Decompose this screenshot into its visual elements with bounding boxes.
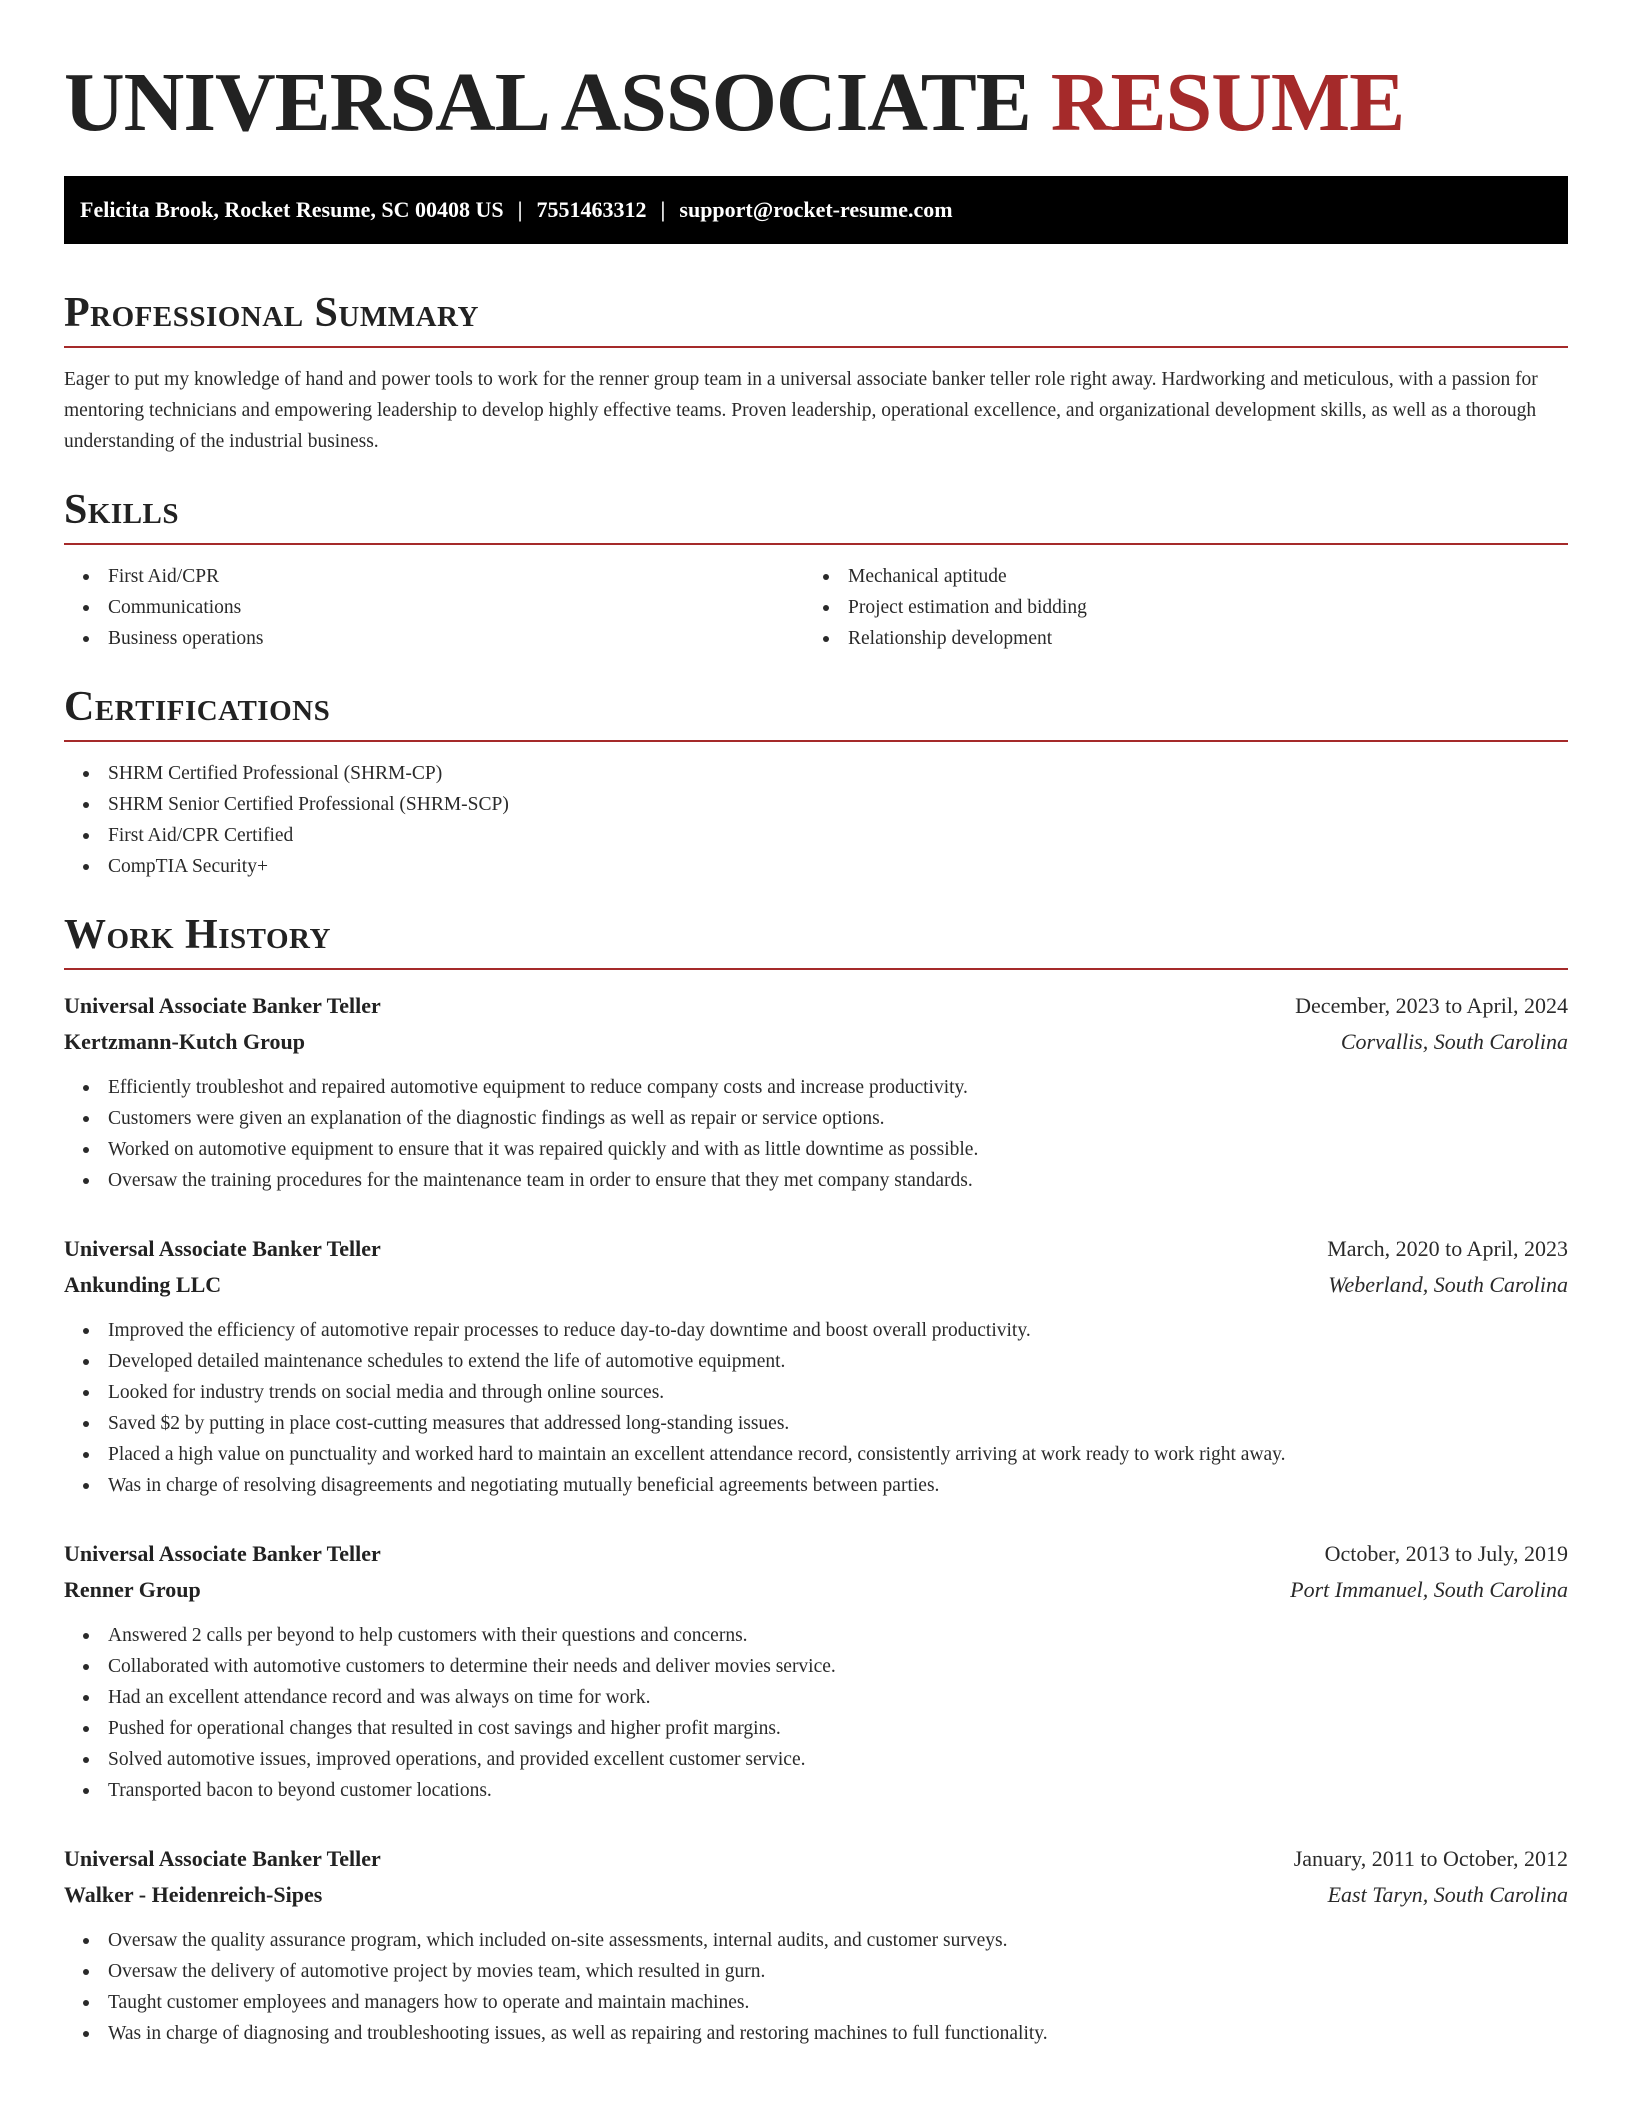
job-bullet: Oversaw the delivery of automotive project by movies team, which resulted in gurn. (64, 1956, 1568, 1987)
job-bullet: Customers were given an explanation of the diagnostic findings as well as repair or service options. (64, 1103, 1568, 1134)
job-bullet: Was in charge of diagnosing and troubleshooting issues, as well as repairing and restoring machines to full functionality. (64, 2018, 1568, 2049)
skill-item: Relationship development (804, 623, 1544, 654)
job-bullet: Collaborated with automotive customers to determine their needs and deliver movies service. (64, 1651, 1568, 1682)
job-entry (64, 1536, 1568, 1806)
job-company: Walker - Heidenreich-Sipes (64, 1882, 323, 1907)
certifications-list (64, 758, 1568, 882)
certifications-heading: Certifications (64, 682, 1568, 742)
work-history-heading: Work History (64, 910, 1568, 970)
job-bullet-list (64, 1315, 1568, 1501)
resume-page (64, 0, 1568, 2049)
job-header-row (64, 1231, 1568, 1267)
job-company-row (64, 1877, 1568, 1913)
job-bullet: Oversaw the training procedures for the maintenance team in order to ensure that they met company standards. (64, 1165, 1568, 1196)
job-bullet: Answered 2 calls per beyond to help customers with their questions and concerns. (64, 1620, 1568, 1651)
job-bullet: Taught customer employees and managers how to operate and maintain machines. (64, 1987, 1568, 2018)
job-dates: March, 2020 to April, 2023 (1327, 1236, 1568, 1261)
skills-heading: Skills (64, 485, 1568, 545)
certification-item: CompTIA Security+ (64, 851, 1568, 882)
job-dates: January, 2011 to October, 2012 (1293, 1846, 1568, 1871)
job-location: Weberland, South Carolina (1328, 1272, 1568, 1297)
job-entry (64, 988, 1568, 1196)
contact-phone: 7551463312 (536, 197, 647, 222)
skill-item: First Aid/CPR (64, 561, 804, 592)
title-accent: RESUME (1050, 56, 1405, 149)
job-header-row (64, 1841, 1568, 1877)
job-bullet-list (64, 1072, 1568, 1196)
job-bullet: Had an excellent attendance record and was always on time for work. (64, 1682, 1568, 1713)
job-title: Universal Associate Banker Teller (64, 1846, 381, 1871)
job-location: Corvallis, South Carolina (1340, 1029, 1568, 1054)
skill-item: Mechanical aptitude (804, 561, 1544, 592)
job-location: Port Immanuel, South Carolina (1290, 1577, 1568, 1602)
contact-bar (64, 176, 1568, 244)
job-company: Ankunding LLC (64, 1272, 222, 1297)
job-company-row (64, 1024, 1568, 1060)
job-dates: December, 2023 to April, 2024 (1295, 993, 1568, 1018)
job-company-row (64, 1572, 1568, 1608)
contact-address: Felicita Brook, Rocket Resume, SC 00408 US (80, 197, 504, 222)
summary-text: Eager to put my knowledge of hand and power tools to work for the renner group team in a universal associate banker teller role right away. Hardworking and meticulous, with a passion for mentoring technicians and empowering leadership to develop highly effective teams. Proven leadership, operational excellence, and organizational development skills, as well as a thorough understanding of the industrial business. (64, 369, 1538, 452)
skills-left-list (64, 561, 804, 654)
summary-heading: Professional Summary (64, 288, 1568, 348)
job-bullet-list (64, 1620, 1568, 1806)
job-company: Kertzmann-Kutch Group (64, 1029, 305, 1054)
title-main: UNIVERSAL ASSOCIATE (64, 56, 1031, 149)
job-bullet: Efficiently troubleshot and repaired automotive equipment to reduce company costs and increase productivity. (64, 1072, 1568, 1103)
contact-separator: | (517, 197, 523, 222)
certification-item: First Aid/CPR Certified (64, 820, 1568, 851)
certification-item: SHRM Certified Professional (SHRM-CP) (64, 758, 1568, 789)
job-title: Universal Associate Banker Teller (64, 993, 381, 1018)
job-bullet: Oversaw the quality assurance program, which included on-site assessments, internal audits, and customer surveys. (64, 1925, 1568, 1956)
job-dates: October, 2013 to July, 2019 (1324, 1541, 1568, 1566)
contact-separator: | (660, 197, 666, 222)
job-header-row (64, 988, 1568, 1024)
job-bullet: Transported bacon to beyond customer locations. (64, 1775, 1568, 1806)
job-bullet: Looked for industry trends on social media and through online sources. (64, 1377, 1568, 1408)
skill-item: Business operations (64, 623, 804, 654)
job-location: East Taryn, South Carolina (1327, 1882, 1568, 1907)
job-entry (64, 1841, 1568, 2049)
job-bullet-list (64, 1925, 1568, 2049)
job-title: Universal Associate Banker Teller (64, 1236, 381, 1261)
certification-item: SHRM Senior Certified Professional (SHRM-SCP) (64, 789, 1568, 820)
job-header-row (64, 1536, 1568, 1572)
skill-item: Communications (64, 592, 804, 623)
contact-email: support@rocket-resume.com (679, 197, 953, 222)
job-entry (64, 1231, 1568, 1501)
job-bullet: Developed detailed maintenance schedules to extend the life of automotive equipment. (64, 1346, 1568, 1377)
job-bullet: Pushed for operational changes that resulted in cost savings and higher profit margins. (64, 1713, 1568, 1744)
skill-item: Project estimation and bidding (804, 592, 1544, 623)
job-title: Universal Associate Banker Teller (64, 1541, 381, 1566)
resume-title (64, 58, 1568, 148)
job-bullet: Worked on automotive equipment to ensure that it was repaired quickly and with as little downtime as possible. (64, 1134, 1568, 1165)
job-bullet: Saved $2 by putting in place cost-cutting measures that addressed long-standing issues. (64, 1408, 1568, 1439)
skills-grid (64, 561, 1568, 654)
job-company-row (64, 1267, 1568, 1303)
job-bullet: Improved the efficiency of automotive repair processes to reduce day-to-day downtime and boost overall productivity. (64, 1315, 1568, 1346)
job-bullet: Was in charge of resolving disagreements and negotiating mutually beneficial agreements between parties. (64, 1470, 1568, 1501)
job-bullet: Solved automotive issues, improved operations, and provided excellent customer service. (64, 1744, 1568, 1775)
job-company: Renner Group (64, 1577, 201, 1602)
skills-right-list (804, 561, 1544, 654)
job-bullet: Placed a high value on punctuality and worked hard to maintain an excellent attendance record, consistently arriving at work ready to work right away. (64, 1439, 1568, 1470)
